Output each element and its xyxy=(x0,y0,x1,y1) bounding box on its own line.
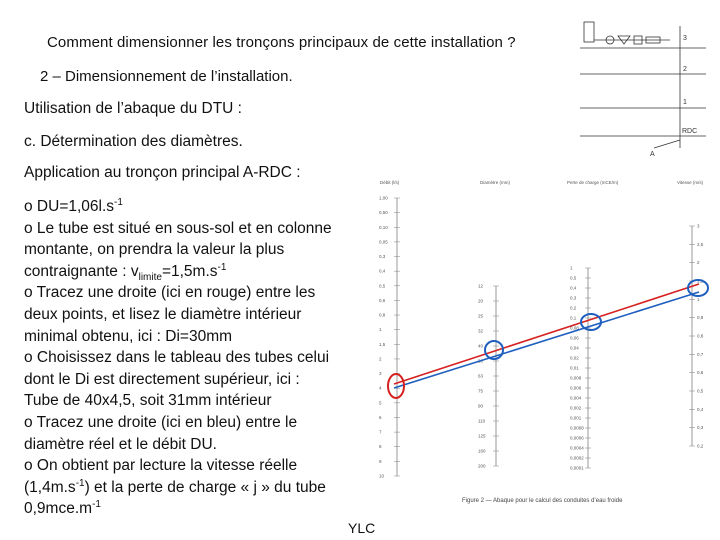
bullet-5: o Tracez une droite (ici en bleu) entre le xyxy=(24,413,298,431)
tick-label-vitesse: 0,7 xyxy=(697,351,704,357)
tick-label-perte: 0,0001 xyxy=(570,465,584,471)
tick-label-diametre: 63 xyxy=(478,373,484,379)
tick-label-vitesse: 0,3 xyxy=(697,425,704,431)
tick-label-perte: 0,4 xyxy=(570,285,577,291)
tick-label-debit: 0,3 xyxy=(379,254,386,260)
tick-label-diametre: 110 xyxy=(478,418,486,424)
tick-label-debit: 2 xyxy=(379,356,382,362)
bullet-3: o Tracez une droite (ici en rouge) entre les xyxy=(24,284,316,302)
bullet-5-line-2: diamètre réel et le débit DU. xyxy=(24,435,217,453)
tick-label-vitesse: 0,4 xyxy=(697,406,704,412)
bullet-4-line-3: Tube de 40x4,5, soit 31mm intérieur xyxy=(24,392,272,410)
tick-label-perte: 0,02 xyxy=(570,355,579,361)
tick-label-vitesse: 0,6 xyxy=(697,370,704,376)
tick-label-diametre: 160 xyxy=(478,448,486,454)
bullet-2: o Le tube est situé en sous-sol et en colonne xyxy=(24,219,332,237)
bullet-6: o On obtient par lecture la vitesse réelle xyxy=(24,457,298,475)
tick-label-debit: 7 xyxy=(379,429,382,435)
tick-label-vitesse: 0,9 xyxy=(697,315,704,321)
tick-label-diametre: 75 xyxy=(478,388,484,394)
dtu-nomogram xyxy=(362,176,714,516)
tick-label-vitesse: 0,5 xyxy=(697,388,704,394)
red-sizing-line xyxy=(394,284,699,384)
slide-title: Comment dimensionner les tronçons principaux de cette installation ? xyxy=(47,34,516,51)
tick-label-vitesse: 0,8 xyxy=(697,333,704,339)
tick-label-diametre: 200 xyxy=(478,463,486,469)
tick-label-vitesse: 3 xyxy=(697,223,700,229)
bullet-3-line-2: deux points, et lisez le diamètre intérieur xyxy=(24,305,302,323)
tick-label-perte: 0,01 xyxy=(570,365,579,371)
bullet-6-line-3: $0,9mce.m^{-1}$ xyxy=(24,499,101,518)
tick-label-debit: 0,5 xyxy=(379,283,386,289)
tick-label-perte: 0,0002 xyxy=(570,455,584,461)
tick-label-debit: 0,05 xyxy=(379,239,388,245)
tick-label-debit: 8 xyxy=(379,444,382,450)
tick-label-perte: 0,008 xyxy=(570,375,582,381)
tick-label-perte: 0,0008 xyxy=(570,425,584,431)
level-1-label: 1 xyxy=(683,99,687,106)
level-3-label: 3 xyxy=(683,35,687,42)
tick-label-perte: 0,002 xyxy=(570,405,582,411)
sub-heading: c. Détermination des diamètres. xyxy=(24,133,243,150)
col-debit-header: Débit (l/s) xyxy=(380,180,400,185)
tick-label-diametre: 25 xyxy=(478,313,484,319)
nomogram-axes xyxy=(379,196,704,479)
col-vitesse-header: Vitesse (m/s) xyxy=(677,180,704,185)
tick-label-perte: 0,2 xyxy=(570,305,577,311)
tick-label-perte: 0,08 xyxy=(570,325,579,331)
tick-label-perte: 0,001 xyxy=(570,415,582,421)
tick-label-perte: 0,3 xyxy=(570,295,577,301)
bullet-2-line-3: contraignante : $v_{limite}=1,5m.s^{-1}$ xyxy=(24,261,227,283)
tick-label-vitesse: 2 xyxy=(697,260,700,266)
blue-sizing-line xyxy=(394,292,699,388)
tick-label-debit: 1,00 xyxy=(379,195,388,201)
tick-label-debit: 0,6 xyxy=(379,297,386,303)
tick-label-perte: 0,0004 xyxy=(570,445,584,451)
tick-label-diametre: 125 xyxy=(478,433,486,439)
tick-label-debit: 4 xyxy=(379,385,382,391)
tick-label-debit: 9 xyxy=(379,458,382,464)
tick-label-perte: 0,004 xyxy=(570,395,582,401)
tick-label-diametre: 20 xyxy=(478,298,484,304)
author-footer: YLC xyxy=(348,520,376,536)
tick-label-debit: 0,10 xyxy=(379,224,388,230)
tick-label-vitesse: 1 xyxy=(697,296,700,302)
tick-label-diametre: 40 xyxy=(478,343,484,349)
usage-line: Utilisation de l’abaque du DTU : xyxy=(24,100,242,117)
bullet-3-line-3: minimal obtenu, ici : Di=30mm xyxy=(24,327,233,345)
tick-label-perte: 0,0006 xyxy=(570,435,584,441)
tick-label-vitesse: 2,5 xyxy=(697,241,704,247)
tick-label-diametre: 32 xyxy=(478,328,484,334)
tick-label-debit: 5 xyxy=(379,400,382,406)
bullet-6-line-2: $(1,4m.s^{-1})$ et la perte de charge « j » du tube xyxy=(24,477,326,496)
bullet-4-line-2: dont le Di est directement supérieur, ici : xyxy=(24,370,300,388)
tick-label-perte: 0,1 xyxy=(570,315,577,321)
bullet-4: o Choisissez dans le tableau des tubes celui xyxy=(24,349,330,367)
tick-label-perte: 0,006 xyxy=(570,385,582,391)
tick-label-perte: 0,04 xyxy=(570,345,579,351)
nomogram-caption: Figure 2 — Abaque pour le calcul des conduites d’eau froide xyxy=(462,498,623,504)
tick-label-debit: 1 xyxy=(379,327,382,333)
application-line: Application au tronçon principal A-RDC : xyxy=(24,164,301,181)
col-diametre-header: Diamètre (mm) xyxy=(480,180,510,185)
tick-label-debit: 0,8 xyxy=(379,312,386,318)
tick-label-debit: 3 xyxy=(379,371,382,377)
tick-label-diametre: 90 xyxy=(478,403,484,409)
water-meter-icon xyxy=(584,22,594,42)
level-rdc-label: RDC xyxy=(682,128,698,135)
installation-schematic xyxy=(580,18,710,163)
tick-label-debit: 10 xyxy=(379,473,385,479)
tick-label-perte: 1 xyxy=(570,265,573,271)
bullet-1: o $DU=1,06l.s^{-1}$ xyxy=(24,196,123,215)
tick-label-debit: 0,50 xyxy=(379,210,388,216)
tick-label-debit: 1,5 xyxy=(379,341,386,347)
tick-label-perte: 0,5 xyxy=(570,275,577,281)
tick-label-debit: 6 xyxy=(379,414,382,420)
bullet-list xyxy=(24,196,369,520)
tick-label-diametre: 12 xyxy=(478,283,484,289)
section-heading: 2 – Dimensionnement de l’installation. xyxy=(40,68,293,85)
point-a-label: A xyxy=(650,151,655,158)
bullet-2-line-2: montante, on prendra la valeur la plus xyxy=(24,241,285,259)
tick-label-vitesse: 1,5 xyxy=(697,278,704,284)
col-perte-header: Perte de charge (mCE/m) xyxy=(567,180,619,185)
level-2-label: 2 xyxy=(683,66,687,73)
tick-label-vitesse: 0,2 xyxy=(697,443,704,449)
tick-label-debit: 0,4 xyxy=(379,268,386,274)
tick-label-perte: 0,06 xyxy=(570,335,579,341)
